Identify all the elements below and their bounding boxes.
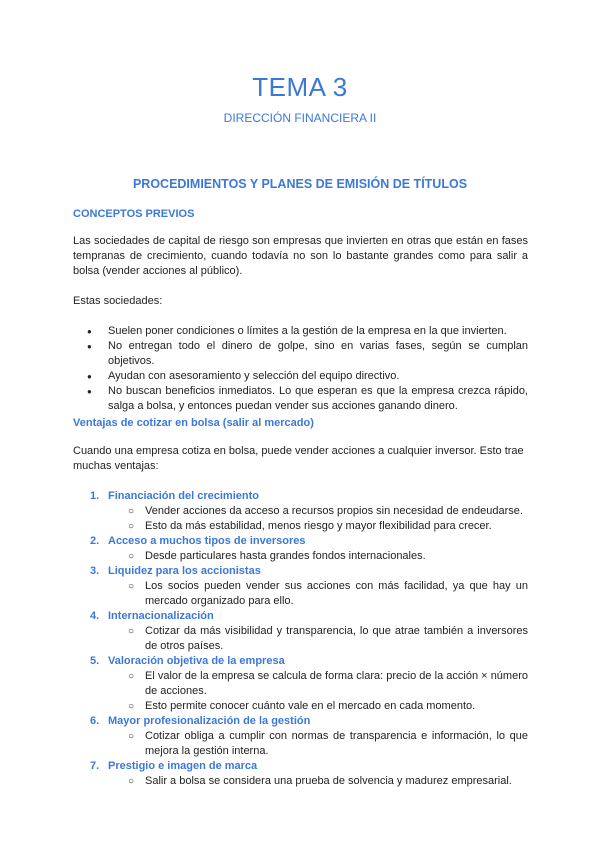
list-item	[73, 759, 528, 789]
sub-item: ○ El valor de la empresa se calcula de forma clara: precio de la acción × número de acciones.	[108, 669, 528, 699]
item-title: Liquidez para los accionistas	[108, 565, 261, 577]
item-number: 5.	[90, 655, 100, 667]
item-title: Prestigio e imagen de marca	[108, 760, 258, 772]
conceptos-intro: Estas sociedades:	[73, 295, 163, 307]
item-title: Valoración objetiva de la empresa	[108, 655, 285, 667]
page-subtitle: DIRECCIÓN FINANCIERA II	[223, 111, 377, 125]
conceptos-paragraph: Las sociedades de capital de riesgo son empresas que invierten en otras que están en fases tempranas de crecimiento, cuando todavía no son lo bastante grandes como para salir a bolsa (vender acciones al público).	[73, 235, 528, 277]
item-number: 3.	[90, 565, 100, 577]
list-item	[73, 714, 528, 759]
sub-item: ○ Vender acciones da acceso a recursos propios sin necesidad de endeudarse.	[108, 504, 528, 519]
sub-item: ○ Esto permite conocer cuánto vale en el mercado en cada momento.	[108, 699, 528, 714]
list-item	[73, 609, 528, 654]
ventajas-paragraph: Cuando una empresa cotiza en bolsa, puede vender acciones a cualquier inversor. Esto trae muchas ventajas:	[73, 445, 524, 472]
sub-item: ○ Desde particulares hasta grandes fondos internacionales.	[108, 549, 528, 564]
item-number: 6.	[90, 715, 100, 727]
conceptos-bullet-list	[73, 324, 528, 414]
list-item	[73, 534, 528, 564]
sub-item: ○ Cotizar obliga a cumplir con normas de transparencia e información, lo que mejora la gestión interna.	[108, 729, 528, 759]
sub-item: ○ Esto da más estabilidad, menos riesgo y mayor flexibilidad para crecer.	[108, 519, 528, 534]
conceptos-section	[73, 207, 528, 414]
sub-item: ○ Cotizar da más visibilidad y transparencia, lo que atrae también a inversores de otros países.	[108, 624, 528, 654]
item-number: 2.	[90, 535, 100, 547]
item-number: 1.	[90, 490, 100, 502]
list-item	[73, 564, 528, 609]
list-item: ● Suelen poner condiciones o límites a la gestión de la empresa en la que invierten.	[73, 324, 528, 339]
item-title: Financiación del crecimiento	[108, 490, 259, 502]
conceptos-heading: CONCEPTOS PREVIOS	[73, 208, 195, 220]
ventajas-numbered-list	[73, 489, 528, 789]
sub-item: ○ Salir a bolsa se considera una prueba de solvencia y madurez empresarial.	[108, 774, 528, 789]
ventajas-heading: Ventajas de cotizar en bolsa (salir al mercado)	[73, 417, 314, 429]
item-number: 4.	[90, 610, 100, 622]
list-item: ● No entregan todo el dinero de golpe, sino en varias fases, según se cumplan objetivos.	[73, 339, 528, 369]
sub-item: ○ Los socios pueden vender sus acciones con más facilidad, ya que hay un mercado organizado para ello.	[108, 579, 528, 609]
list-item	[73, 654, 528, 714]
ventajas-section	[73, 416, 528, 789]
section-title: PROCEDIMIENTOS Y PLANES DE EMISIÓN DE TÍTULOS	[132, 177, 468, 191]
page-title: TEMA 3	[252, 72, 348, 102]
list-item	[73, 489, 528, 534]
item-title: Mayor profesionalización de la gestión	[108, 715, 311, 727]
list-item: ● Ayudan con asesoramiento y selección del equipo directivo.	[73, 369, 528, 384]
item-title: Acceso a muchos tipos de inversores	[108, 535, 306, 547]
list-item: ● No buscan beneficios inmediatos. Lo que esperan es que la empresa crezca rápido, salga a bolsa, y entonces puedan vender sus acciones ganando dinero.	[73, 384, 528, 414]
item-title: Internacionalización	[108, 610, 214, 622]
item-number: 7.	[90, 760, 100, 772]
